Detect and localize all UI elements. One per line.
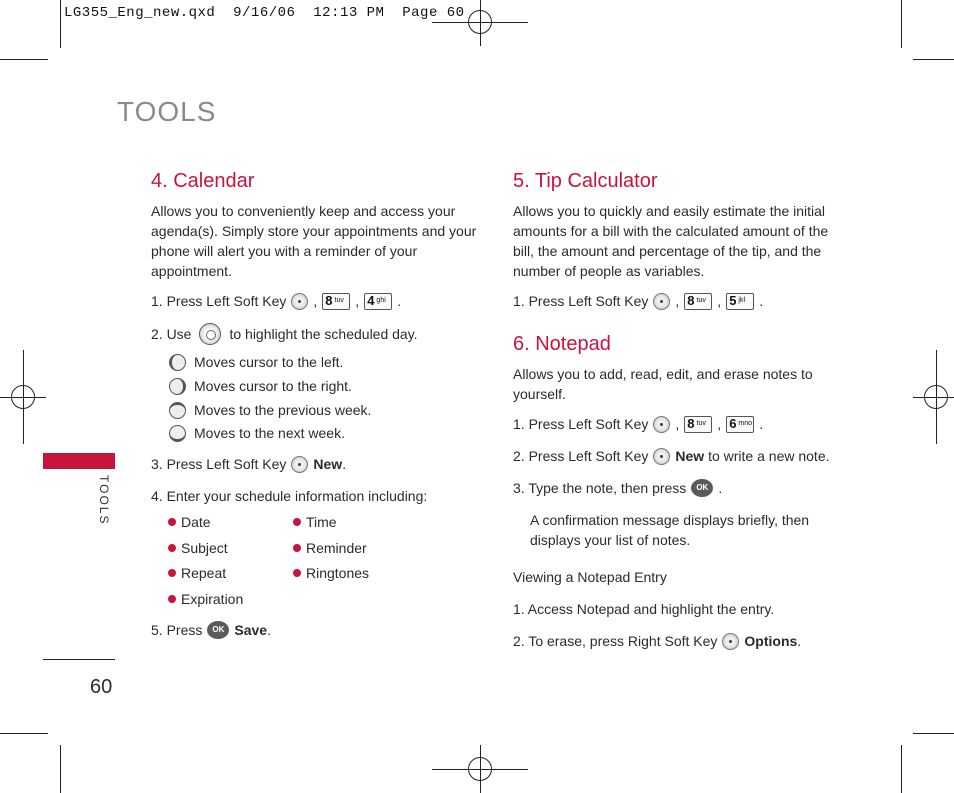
bullet-icon bbox=[293, 518, 301, 526]
viewing-notepad-heading: Viewing a Notepad Entry bbox=[513, 569, 667, 585]
crop-mark bbox=[0, 59, 48, 60]
nav-left-icon bbox=[169, 354, 186, 371]
notepad-intro: Allows you to add, read, edit, and erase notes to yourself. bbox=[513, 366, 813, 402]
page-number: 60 bbox=[90, 676, 113, 698]
notepad-title: 6. Notepad bbox=[513, 333, 611, 355]
tip-step-1: 1. Press Left Soft Key , 8 tuv , 5 jkl . bbox=[513, 293, 764, 309]
registration-target-icon bbox=[924, 385, 948, 409]
crop-mark bbox=[913, 59, 954, 60]
calendar-step-2: 2. Use to highlight the scheduled day. bbox=[151, 323, 418, 345]
field-item: Time bbox=[293, 514, 337, 530]
viewing-step-2: 2. To erase, press Right Soft Key Options . bbox=[513, 633, 802, 649]
left-soft-key-icon bbox=[653, 293, 670, 310]
calendar-step-5: 5. Press OK Save . bbox=[151, 622, 271, 638]
bullet-icon bbox=[168, 518, 176, 526]
key-8-icon: 8 tuv bbox=[684, 416, 712, 433]
notepad-step-1: 1. Press Left Soft Key , 8 tuv , 6 mno . bbox=[513, 416, 764, 432]
field-item: Expiration bbox=[168, 591, 243, 607]
print-file-header: LG355_Eng_new.qxd 9/16/06 12:13 PM Page 60 bbox=[64, 5, 465, 21]
field-item: Ringtones bbox=[293, 565, 369, 581]
notepad-step-3: 3. Type the note, then press OK . bbox=[513, 480, 723, 496]
bullet-icon bbox=[168, 569, 176, 577]
bullet-icon bbox=[168, 544, 176, 552]
page-title: TOOLS bbox=[117, 96, 217, 127]
ok-key-icon: OK bbox=[207, 621, 229, 639]
notepad-confirmation-text: A confirmation message displays briefly, then displays your list of notes. bbox=[530, 512, 810, 548]
key-5-icon: 5 jkl bbox=[726, 293, 754, 310]
field-item: Repeat bbox=[168, 565, 226, 581]
calendar-step-3: 3. Press Left Soft Key New . bbox=[151, 456, 347, 472]
action-label: New bbox=[313, 456, 343, 472]
calendar-step-4: 4. Enter your schedule information including: bbox=[151, 488, 428, 504]
viewing-step-1: 1. Access Notepad and highlight the entry. bbox=[513, 601, 775, 617]
nav-down-row: Moves to the next week. bbox=[169, 423, 345, 443]
side-section-label: TOOLS bbox=[97, 475, 111, 526]
section-tab-bar bbox=[43, 453, 115, 469]
calendar-intro: Allows you to conveniently keep and access your agenda(s). Simply store your appointments and your phone will alert you with a reminder of your appointment. bbox=[151, 203, 477, 279]
left-soft-key-icon bbox=[291, 456, 308, 473]
left-soft-key-icon bbox=[291, 293, 308, 310]
page-number-rule bbox=[43, 659, 115, 660]
action-label: Save bbox=[234, 622, 268, 638]
action-label: Options bbox=[744, 633, 798, 649]
nav-up-icon bbox=[169, 402, 186, 419]
key-8-icon: 8 tuv bbox=[684, 293, 712, 310]
key-6-icon: 6 mno bbox=[726, 416, 754, 433]
crop-mark bbox=[0, 733, 48, 734]
action-label: New bbox=[675, 448, 705, 464]
registration-target-icon bbox=[468, 10, 492, 34]
key-8-icon: 8 tuv bbox=[322, 293, 350, 310]
calendar-title: 4. Calendar bbox=[151, 170, 255, 192]
registration-target-icon bbox=[468, 757, 492, 781]
bullet-icon bbox=[293, 569, 301, 577]
nav-left-row: Moves cursor to the left. bbox=[169, 352, 343, 372]
field-item: Date bbox=[168, 514, 211, 530]
bullet-icon bbox=[293, 544, 301, 552]
nav-up-row: Moves to the previous week. bbox=[169, 400, 371, 420]
crop-mark bbox=[901, 0, 902, 48]
crop-mark bbox=[60, 745, 61, 793]
right-soft-key-icon bbox=[722, 633, 739, 650]
tip-calculator-intro: Allows you to quickly and easily estimate the initial amounts for a bill with the calculated amount of the bill, the amount and percentage of the tip, and the number of people as variables. bbox=[513, 203, 829, 279]
field-item: Subject bbox=[168, 540, 228, 556]
key-4-icon: 4 ghi bbox=[364, 293, 392, 310]
field-item: Reminder bbox=[293, 540, 367, 556]
left-soft-key-icon bbox=[653, 448, 670, 465]
crop-mark bbox=[901, 745, 902, 793]
notepad-step-2: 2. Press Left Soft Key New to write a new note. bbox=[513, 448, 830, 464]
step-text: 1. Press Left Soft Key bbox=[151, 293, 287, 309]
bullet-icon bbox=[168, 595, 176, 603]
crop-mark bbox=[913, 733, 954, 734]
tip-calculator-title: 5. Tip Calculator bbox=[513, 170, 658, 192]
nav-right-icon bbox=[169, 378, 186, 395]
calendar-step-1: 1. Press Left Soft Key , 8 tuv , 4 ghi . bbox=[151, 293, 402, 309]
left-soft-key-icon bbox=[653, 416, 670, 433]
navigation-key-icon bbox=[199, 323, 221, 345]
registration-target-icon bbox=[11, 385, 35, 409]
nav-right-row: Moves cursor to the right. bbox=[169, 376, 352, 396]
ok-key-icon: OK bbox=[691, 479, 713, 497]
crop-mark bbox=[60, 0, 61, 48]
nav-down-icon bbox=[169, 425, 186, 442]
